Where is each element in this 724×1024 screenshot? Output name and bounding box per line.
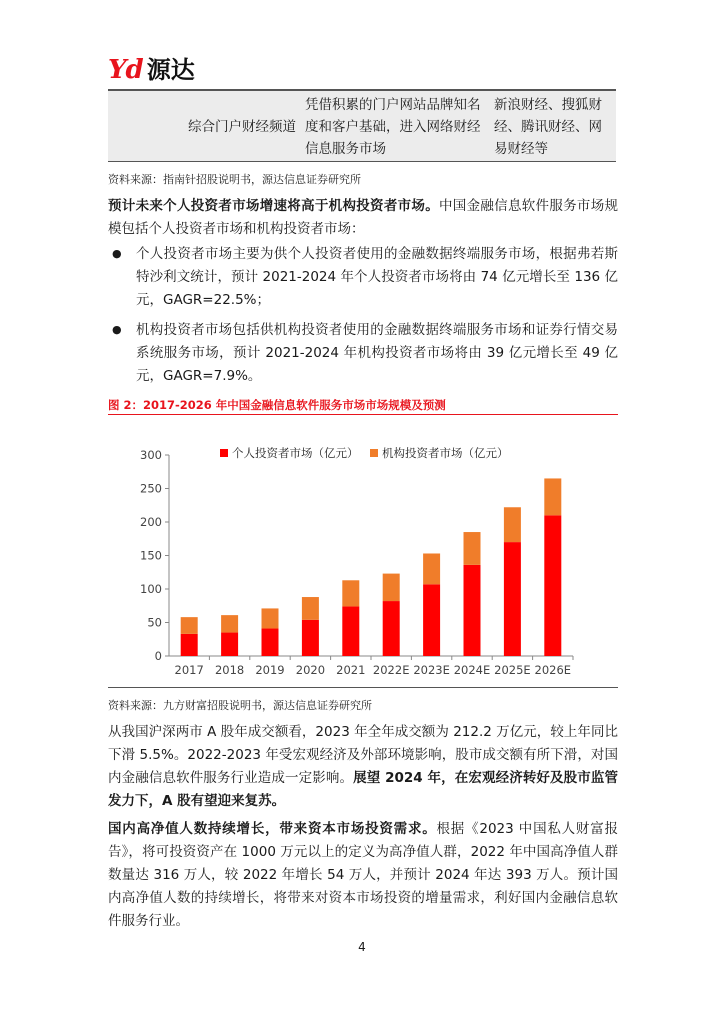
y-tick-label: 300 xyxy=(140,448,162,462)
x-tick-label: 2024E xyxy=(453,663,491,677)
x-tick-label: 2025E xyxy=(494,663,531,677)
bar-individual-market xyxy=(262,629,279,656)
y-tick-label: 50 xyxy=(147,615,162,630)
figure-top-rule xyxy=(108,414,618,415)
paragraph-lead: 国内高净值人数持续增长，带来资本市场投资需求。 xyxy=(108,821,437,837)
y-tick-label: 0 xyxy=(154,649,162,663)
competitor-table-row xyxy=(108,89,616,162)
table-source-note: 资料来源：指南针招股说明书，源达信息证券研究所 xyxy=(108,173,361,186)
bar-individual-market xyxy=(464,565,481,656)
x-tick-label: 2022E xyxy=(372,663,410,677)
bar-institutional-market xyxy=(262,608,279,628)
bar-individual-market xyxy=(383,601,400,656)
table-cell-description: 凭借积累的门户网站品牌知名度和客户基础，进入网络财经信息服务市场 xyxy=(305,97,481,157)
bar-institutional-market xyxy=(221,615,238,632)
paragraph-lead: 预计未来个人投资者市场增速将高于机构投资者市场。 xyxy=(108,198,439,214)
market-size-chart xyxy=(108,420,618,682)
logo-text: 源达 xyxy=(146,56,195,84)
legend-swatch xyxy=(220,449,228,457)
y-tick-label: 200 xyxy=(140,515,162,529)
bar-individual-market xyxy=(544,515,561,656)
y-tick-label: 250 xyxy=(140,481,162,496)
paragraph-body: 根据《2023 中国私人财富报告》，将可投资资产在 1000 万元以上的定义为高净值人群，2022 年中国高净值人群数量达 316 万人，较 2022 年增长 54 万人，并预计 2024 年达 393 万人。预计国内高净值人数的持续增长，将带来对资本市场投资的增量需求，利好国内金融信息软件服务行业。 xyxy=(108,821,618,929)
bar-individual-market xyxy=(302,620,319,656)
figure-title: 图 2：2017-2026 年中国金融信息软件服务市场市场规模及预测 xyxy=(108,398,446,412)
bullet-institutional-market: 机构投资者市场包括供机构投资者使用的金融数据终端服务市场和证券行情交易系统服务市场，预计 2021-2024 年机构投资者市场将由 39 亿元增长至 49 亿元，GAGR=7.9%。 xyxy=(136,322,618,384)
bar-institutional-market xyxy=(181,617,198,634)
bar-institutional-market xyxy=(302,597,319,620)
x-tick-label: 2018 xyxy=(214,663,245,677)
x-tick-label: 2021 xyxy=(336,663,366,677)
x-tick-label: 2019 xyxy=(255,663,285,677)
table-cell-examples: 新浪财经、搜狐财经、腾讯财经、网易财经等 xyxy=(494,97,602,157)
table-cell-category: 综合门户财经频道 xyxy=(188,119,296,135)
x-tick-label: 2026E xyxy=(534,663,572,677)
bar-institutional-market xyxy=(423,553,440,584)
paragraph-a-share-turnover xyxy=(108,721,618,813)
page-number: 4 xyxy=(358,940,366,954)
paragraph-outlook: 展望 2024 年，在宏观经济转好及股市监管发力下，A 股有望迎来复苏。 xyxy=(108,770,619,809)
bar-individual-market xyxy=(504,542,521,656)
x-tick-label: 2023E xyxy=(413,663,450,677)
company-logo xyxy=(108,56,195,84)
bar-individual-market xyxy=(423,584,440,656)
chart-source-note: 资料来源：九方财富招股说明书，源达信息证券研究所 xyxy=(108,699,372,712)
bar-institutional-market xyxy=(464,532,481,565)
x-tick-label: 2017 xyxy=(174,663,204,677)
legend-label: 机构投资者市场（亿元） xyxy=(382,446,509,460)
logo-mark: Yd xyxy=(108,55,143,85)
paragraph-body: 从我国沪深两市 A 股年成交额看，2023 年全年成交额为 212.2 万亿元，较上年同比下滑 5.5%。2022-2023 年受宏观经济及外部环境影响，股市成交额有所下滑，对国内金融信息软件服务行业造成一定影响。 xyxy=(108,724,618,786)
bullet-icon: ● xyxy=(112,323,122,336)
bar-individual-market xyxy=(221,633,238,656)
bar-institutional-market xyxy=(504,507,521,542)
bar-institutional-market xyxy=(383,574,400,601)
bullet-individual-market: 个人投资者市场主要为供个人投资者使用的金融数据终端服务市场，根据弗若斯特沙利文统计，预计 2021-2024 年个人投资者市场将由 74 亿元增长至 136 亿元，GAGR=22.5%； xyxy=(136,246,618,308)
bullet-icon: ● xyxy=(112,247,122,260)
y-tick-label: 150 xyxy=(140,548,162,563)
bar-individual-market xyxy=(181,634,198,656)
legend-label: 个人投资者市场（亿元） xyxy=(232,446,359,460)
x-tick-label: 2020 xyxy=(295,663,326,677)
bar-individual-market xyxy=(342,606,359,656)
figure-bottom-rule xyxy=(108,687,618,688)
legend-swatch xyxy=(370,449,378,457)
paragraph-body: 中国金融信息软件服务市场规模包括个人投资者市场和机构投资者市场： xyxy=(108,198,618,237)
bar-institutional-market xyxy=(342,580,359,606)
paragraph-market-forecast xyxy=(108,195,618,241)
bar-institutional-market xyxy=(544,478,561,515)
y-tick-label: 100 xyxy=(140,582,162,596)
paragraph-hnwi-growth xyxy=(108,818,618,933)
